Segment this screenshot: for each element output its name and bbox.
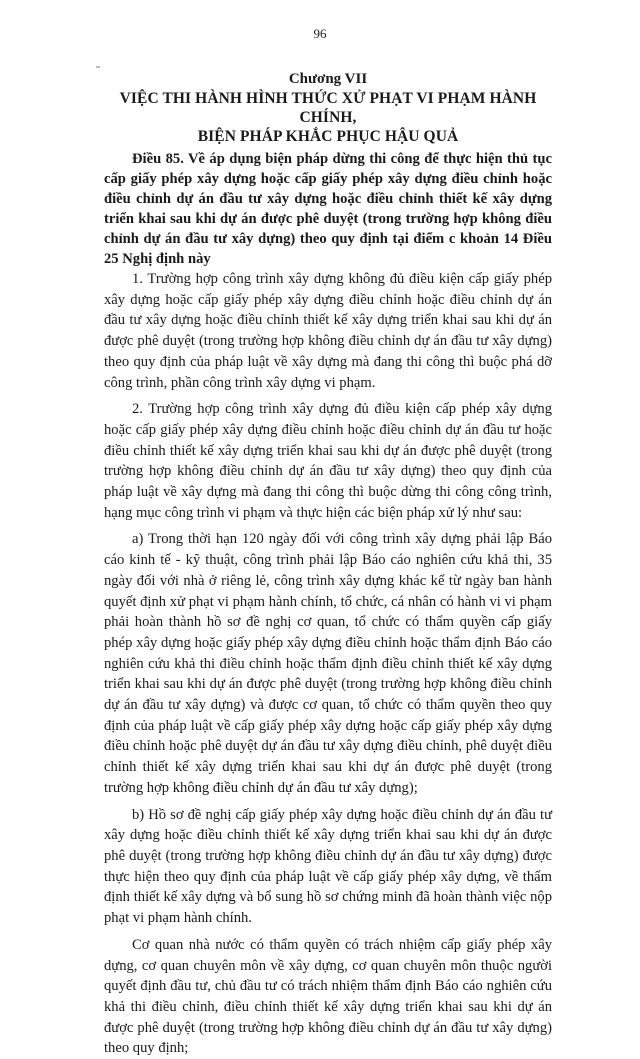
chapter-title-line-1: VIỆC THI HÀNH HÌNH THỨC XỬ PHẠT VI PHẠM HÀNH CHÍNH, [119,90,537,126]
clause-2: 2. Trường hợp công trình xây dựng đủ điều kiện cấp phép xây dựng hoặc cấp giấy phép xây dựng điều chỉnh hoặc điều chỉnh dự án đầu tư hoặc điều chỉnh thiết kế xây dựng triển khai sau khi dự án được phê duyệt (trong trường hợp không điều chỉnh dự án đầu tư xây dựng) theo quy định của pháp luật về xây dựng mà đang thi công thì buộc dừng thi công công trình, hạng mục công trình vi phạm và thực hiện các biện pháp xử lý như sau: [104,401,552,521]
clause-1: 1. Trường hợp công trình xây dựng không đủ điều kiện cấp giấy phép xây dựng hoặc cấp giấy phép xây dựng điều chỉnh hoặc điều chỉnh dự án đầu tư xây dựng hoặc điều chỉnh thiết kế xây dựng triển khai sau khi dự án được phê duyệt (trong trường hợp không điều chỉnh dự án đầu tư xây dựng) theo quy định của pháp luật về xây dựng mà đang thi công thì buộc phá dỡ công trình, phần công trình xây dựng vi phạm. [104,271,552,391]
responsibility-paragraph: Cơ quan nhà nước có thẩm quyền có trách nhiệm cấp giấy phép xây dựng, cơ quan chuyên môn về xây dựng, cơ quan chuyên môn thuộc người quyết định đầu tư, chủ đầu tư có trách nhiệm thẩm định Báo cáo nghiên cứu khả thi điều chỉnh, điều chỉnh thiết kế xây dựng triển khai sau khi dự án được phê duyệt (trong trường hợp không điều chỉnh dự án đầu tư xây dựng) theo quy định; [104,936,552,1057]
article-heading: Điều 85. Về áp dụng biện pháp dừng thi công để thực hiện thủ tục cấp giấy phép xây dựng hoặc cấp giấy phép xây dựng điều chỉnh hoặc điều chỉnh dự án đầu tư xây dựng hoặc điều chỉnh thiết kế xây dựng triển khai sau khi dự án được phê duyệt (trong trường hợp không điều chỉnh dự án đầu tư xây dựng) theo quy định tại điểm c khoản 14 Điều 25 Nghị định này [104,151,552,267]
chapter-number: Chương VII [288,71,368,87]
point-b: b) Hồ sơ đề nghị cấp giấy phép xây dựng hoặc điều chỉnh dự án đầu tư xây dựng hoặc điều chỉnh thiết kế xây dựng triển khai sau khi dự án được phê duyệt (trong trường hợp không điều chỉnh dự án đầu tư xây dựng) được thực hiện theo quy định của pháp luật về cấp giấy phép xây dựng, về thẩm định thiết kế xây dựng và bổ sung hồ sơ chứng minh đã hoàn thành việc nộp phạt vi phạm hành chính. [104,806,552,927]
point-a: a) Trong thời hạn 120 ngày đối với công trình xây dựng phải lập Báo cáo kinh tế - kỹ thuật, công trình phải lập Báo cáo nghiên cứu khả thi, 35 ngày đối với nhà ở riêng lẻ, công trình xây dựng khác kể từ ngày ban hành quyết định xử phạt vi phạm hành chính, tổ chức, cá nhân có hành vi vi phạm phải hoàn thành hồ sơ đề nghị cơ quan, tổ chức có thẩm quyền cấp giấy phép xây dựng hoặc giấy phép xây dựng điều chỉnh hoặc thẩm định Báo cáo nghiên cứu khả thi điều chỉnh hoặc thẩm định điều chỉnh thiết kế xây dựng triển khai sau khi dự án được phê duyệt (trong trường hợp không điều chỉnh dự án đầu tư xây dựng) và được cơ quan, tổ chức có thẩm quyền theo quy định của pháp luật về cấp giấy phép xây dựng hoặc cấp giấy phép xây dựng điều chỉnh hoặc phê duyệt dự án đầu tư xây dựng điều chỉnh, phê duyệt điều chỉnh thiết kế xây dựng triển khai sau khi dự án được phê duyệt (trong trường hợp không điều chỉnh dự án đầu tư xây dựng); [104,531,552,796]
chapter-title-line-2: BIỆN PHÁP KHẮC PHỤC HẬU QUẢ [197,128,459,145]
scan-mark [96,66,100,68]
page-content [104,70,552,1059]
page-number: 96 [313,26,327,41]
